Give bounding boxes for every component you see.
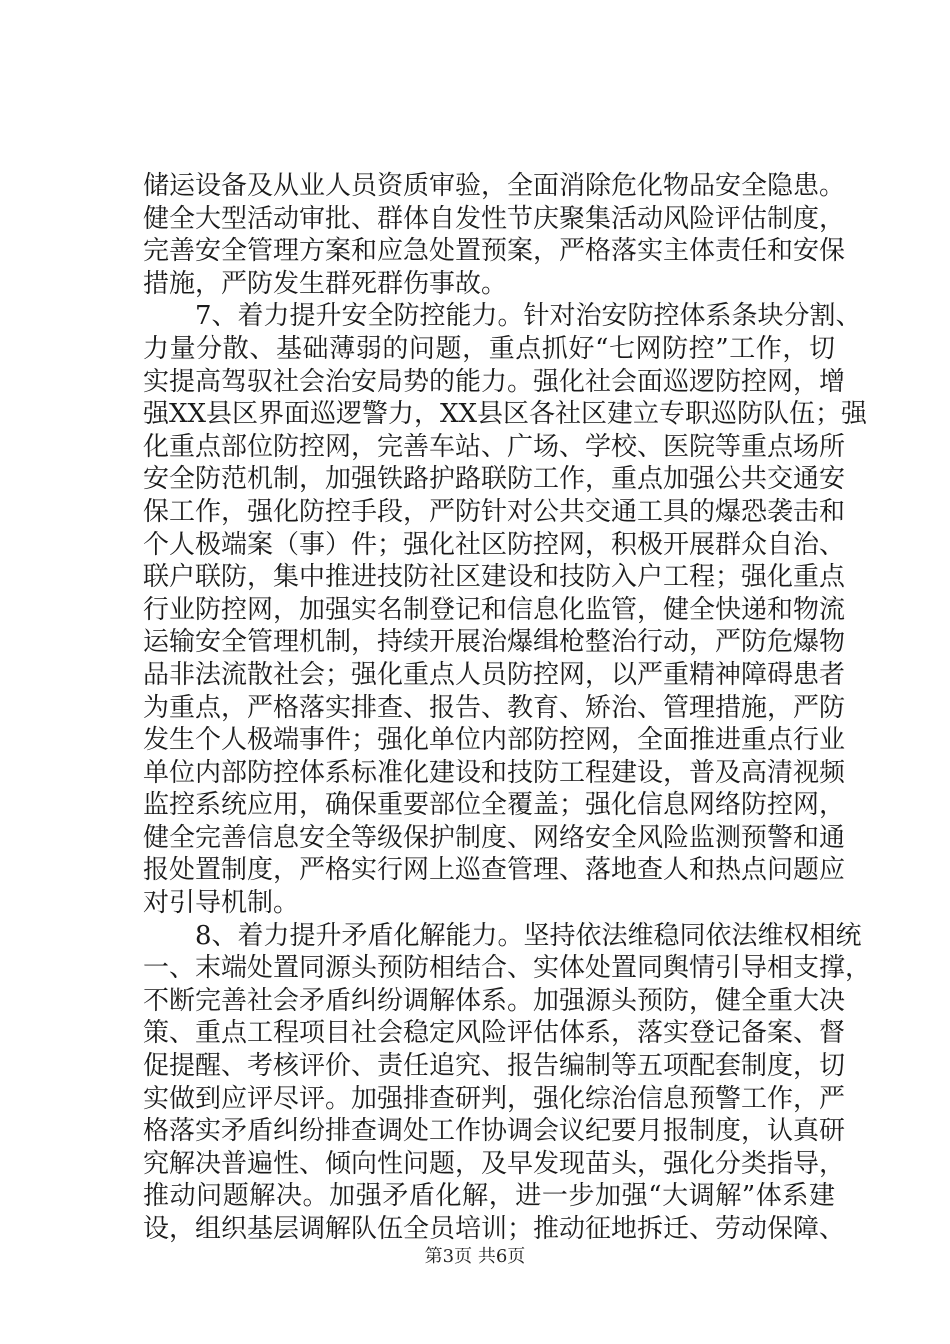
text-line: 个人极端案（事）件；强化社区防控网，积极开展群众自治、 — [143, 529, 846, 560]
text-line: 一、末端处置同源头预防相结合、实体处置同舆情引导相支撑， — [143, 953, 872, 984]
text-line: 推动问题解决。加强矛盾化解，进一步加强“大调解”体系建 — [143, 1181, 835, 1212]
text-line: 报处置制度，严格实行网上巡查管理、落地查人和热点问题应 — [143, 855, 846, 886]
text-line: 监控系统应用，确保重要部位全覆盖；强化信息网络防控网， — [143, 790, 846, 821]
text-line: 策、重点工程项目社会稳定风险评估体系，落实登记备案、督 — [143, 1018, 846, 1049]
text-line: 健全大型活动审批、群体自发性节庆聚集活动风险评估制度， — [143, 203, 846, 234]
text-line: 格落实矛盾纠纷排查调处工作协调会议纪要月报制度，认真研 — [143, 1116, 846, 1147]
paragraph-heading-line: 8、着力提升矛盾化解能力。坚持依法维稳同依法维权相统 — [195, 920, 862, 951]
text-line: 实做到应评尽评。加强排查研判，强化综治信息预警工作，严 — [143, 1083, 846, 1114]
page-number-footer: 第3页 共6页 — [424, 1246, 526, 1267]
text-line: 联户联防，集中推进技防社区建设和技防入户工程；强化重点 — [143, 562, 846, 593]
text-line: 强XX县区界面巡逻警力，XX县区各社区建立专职巡防队伍；强 — [143, 399, 868, 430]
text-line: 力量分散、基础薄弱的问题，重点抓好“七网防控”工作，切 — [143, 333, 835, 364]
text-line: 不断完善社会矛盾纠纷调解体系。加强源头预防，健全重大决 — [143, 985, 846, 1016]
text-line: 措施，严防发生群死群伤事故。 — [143, 268, 508, 299]
text-line: 单位内部防控体系标准化建设和技防工程建设，普及高清视频 — [143, 757, 846, 788]
text-line: 对引导机制。 — [143, 888, 300, 919]
text-line: 实提高驾驭社会治安局势的能力。强化社会面巡逻防控网，增 — [143, 366, 846, 397]
text-line: 促提醒、考核评价、责任追究、报告编制等五项配套制度，切 — [143, 1051, 846, 1082]
text-line: 运输安全管理机制，持续开展治爆缉枪整治行动，严防危爆物 — [143, 627, 846, 658]
text-line: 设，组织基层调解队伍全员培训；推动征地拆迁、劳动保障、 — [143, 1214, 846, 1244]
text-line: 保工作，强化防控手段，严防针对公共交通工具的爆恐袭击和 — [143, 496, 846, 527]
text-line: 化重点部位防控网，完善车站、广场、学校、医院等重点场所 — [143, 431, 846, 462]
text-line: 健全完善信息安全等级保护制度、网络安全风险监测预警和通 — [143, 822, 846, 853]
paragraph-continued — [143, 170, 846, 300]
text-line: 行业防控网，加强实名制登记和信息化监管，健全快递和物流 — [143, 594, 846, 625]
document-body — [143, 170, 872, 1246]
paragraph-8 — [143, 920, 872, 1246]
paragraph-heading-line: 7、着力提升安全防控能力。针对治安防控体系条块分割、 — [195, 301, 862, 332]
text-line: 究解决普遍性、倾向性问题，及早发现苗头，强化分类指导， — [143, 1148, 846, 1179]
text-line: 完善安全管理方案和应急处置预案，严格落实主体责任和安保 — [143, 236, 846, 267]
text-line: 储运设备及从业人员资质审验，全面消除危化物品安全隐患。 — [143, 171, 846, 201]
text-line: 品非法流散社会；强化重点人员防控网，以严重精神障碍患者 — [143, 659, 846, 690]
text-line: 为重点，严格落实排查、报告、教育、矫治、管理措施，严防 — [143, 692, 846, 723]
text-line: 发生个人极端事件；强化单位内部防控网，全面推进重点行业 — [143, 725, 846, 756]
paragraph-7 — [143, 300, 868, 919]
text-line: 安全防范机制，加强铁路护路联防工作，重点加强公共交通安 — [143, 464, 846, 495]
